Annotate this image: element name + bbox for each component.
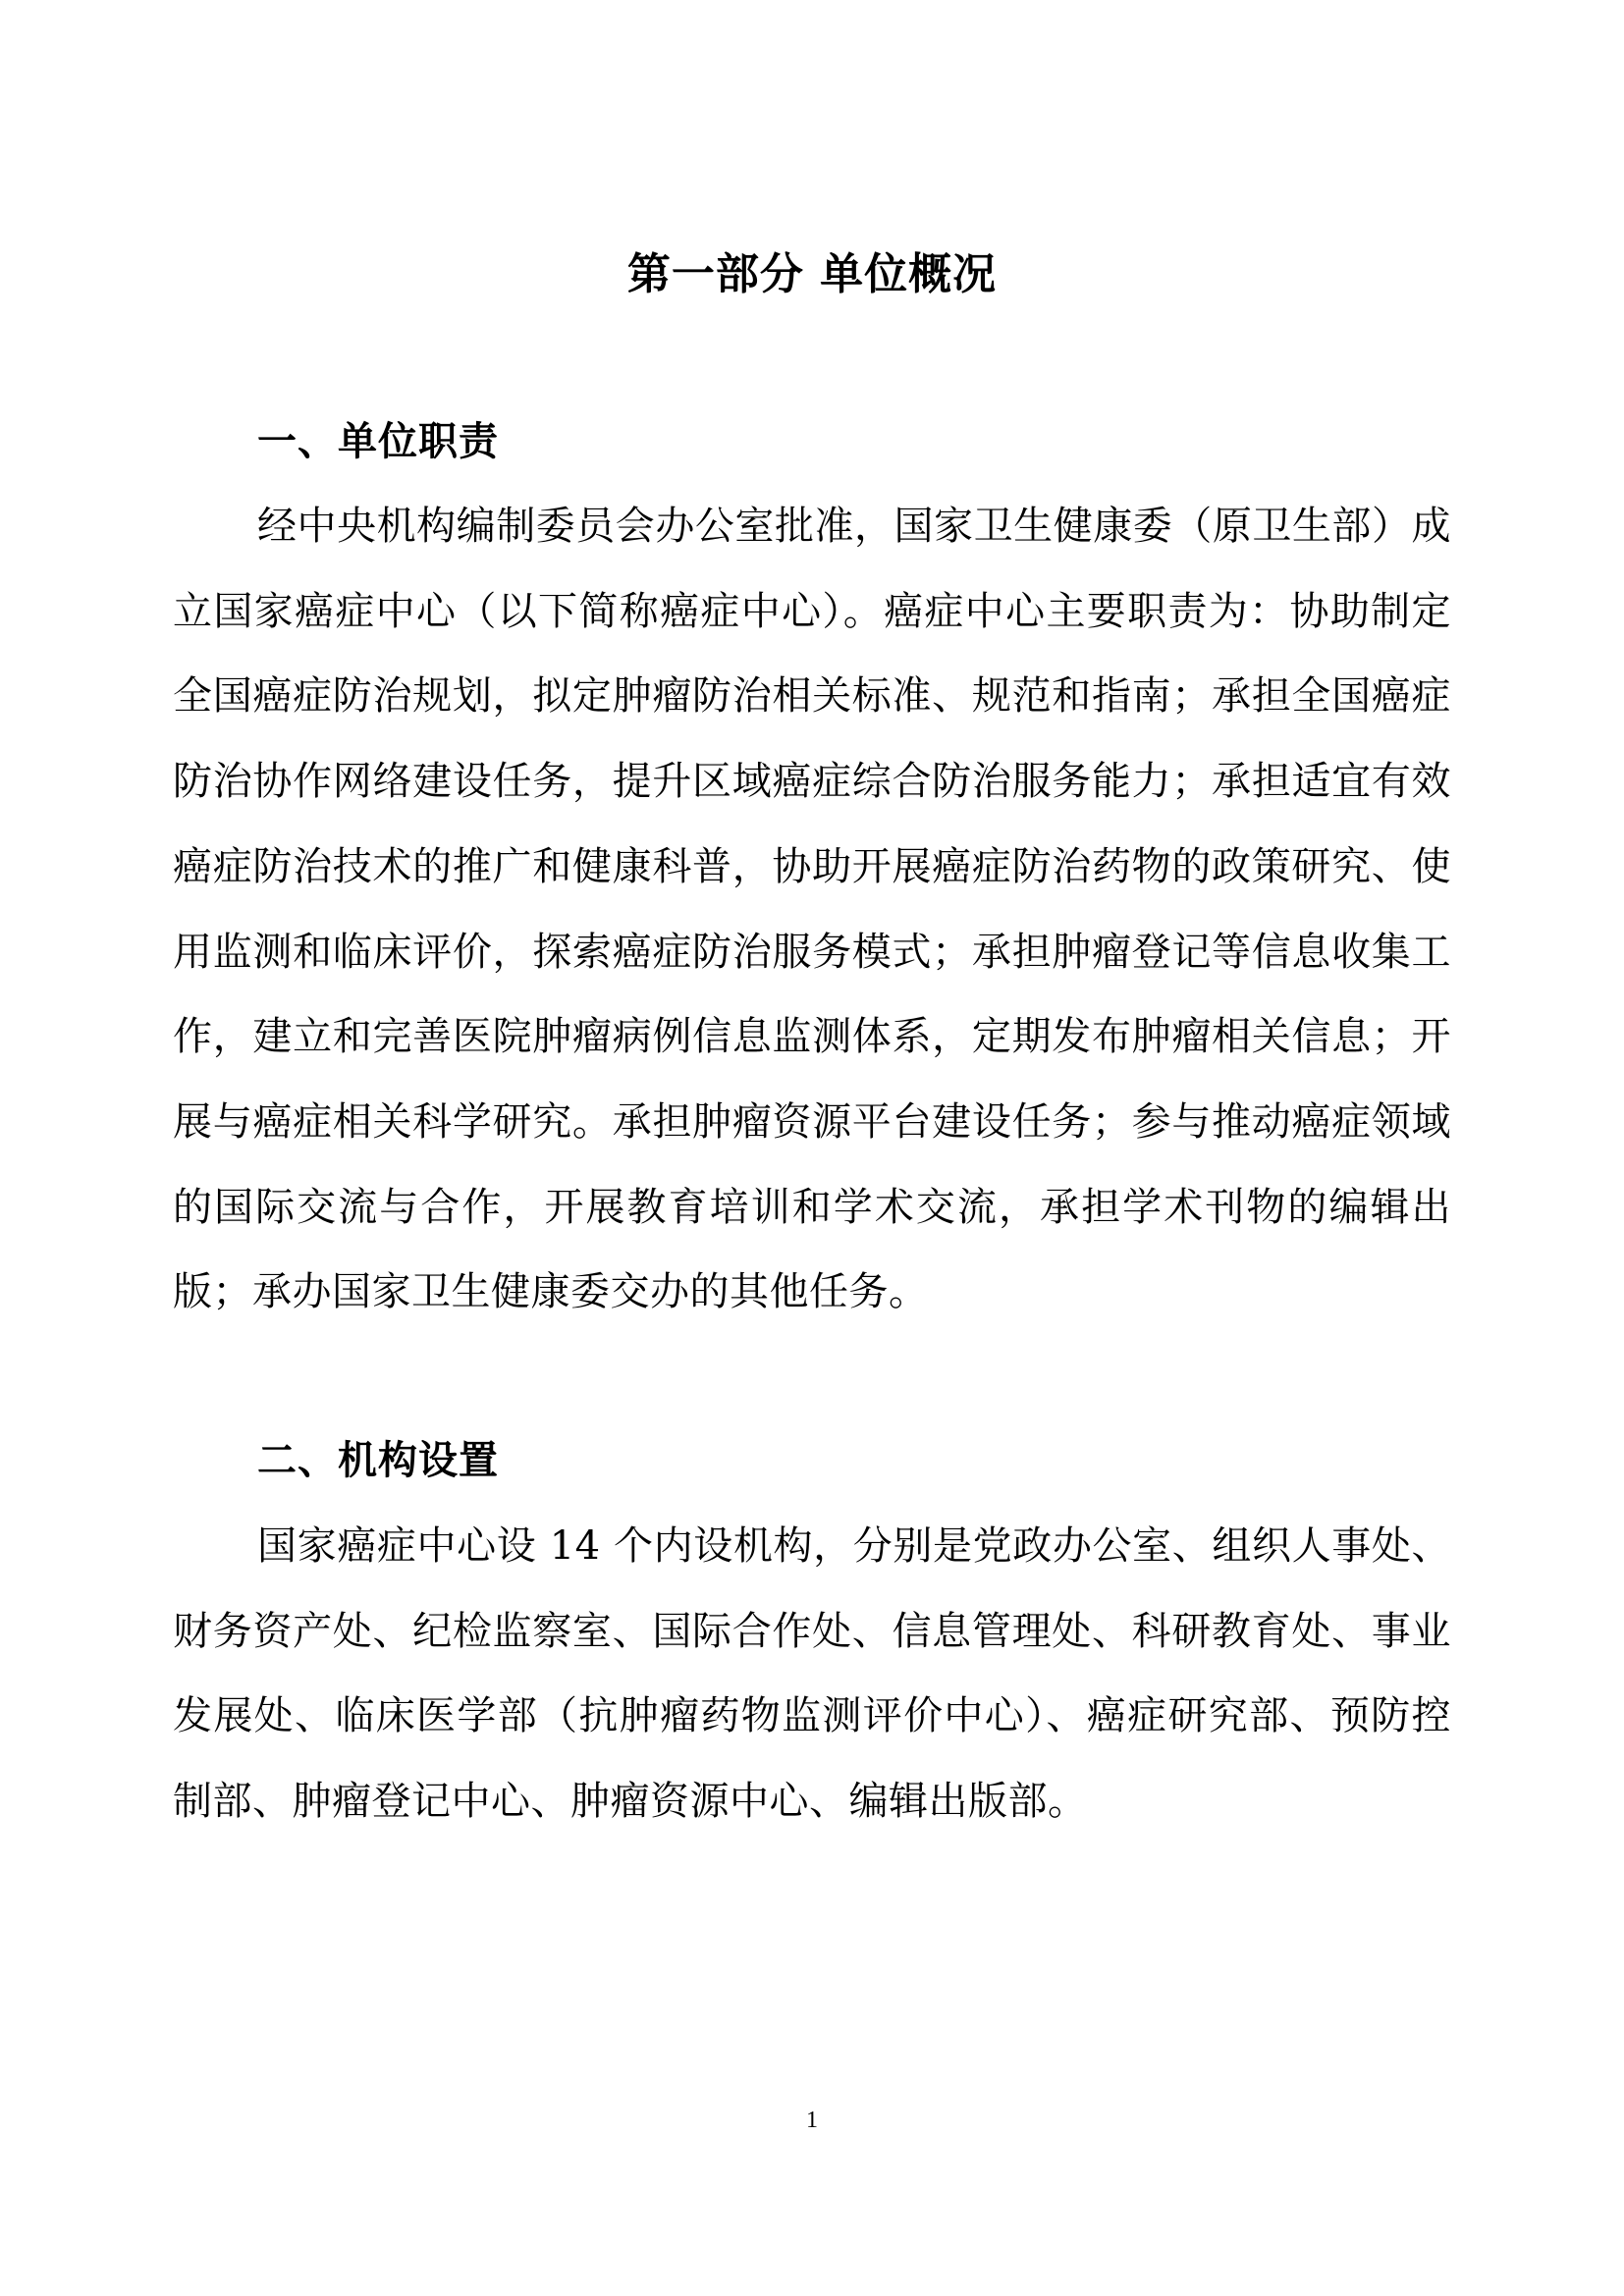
section-paragraph-organization: 国家癌症中心设 14 个内设机构，分别是党政办公室、组织人事处、财务资产处、纪检监察室、国际合作处、信息管理处、科研教育处、事业发展处、临床医学部（抗肿瘤药物监测评价中心）、癌症研究部、预防控制部、肿瘤登记中心、肿瘤资源中心、编辑出版部。: [173, 1523, 1451, 1825]
section-heading-responsibilities: 一、单位职责: [257, 419, 499, 464]
section-heading-organization: 二、机构设置: [257, 1438, 499, 1483]
page-number: 1: [806, 2108, 818, 2133]
section-paragraph-responsibilities: 经中央机构编制委员会办公室批准，国家卫生健康委（原卫生部）成立国家癌症中心（以下简称癌症中心）。癌症中心主要职责为：协助制定全国癌症防治规划，拟定肿瘤防治相关标准、规范和指南；承担全国癌症防治协作网络建设任务，提升区域癌症综合防治服务能力；承担适宜有效癌症防治技术的推广和健康科普，协助开展癌症防治药物的政策研究、使用监测和临床评价，探索癌症防治服务模式；承担肿瘤登记等信息收集工作，建立和完善医院肿瘤病例信息监测体系，定期发布肿瘤相关信息；开展与癌症相关科学研究。承担肿瘤资源平台建设任务；参与推动癌症领域的国际交流与合作，开展教育培训和学术交流，承担学术刊物的编辑出版；承办国家卫生健康委交办的其他任务。: [173, 504, 1451, 1315]
page-title: 第一部分 单位概况: [626, 249, 998, 299]
